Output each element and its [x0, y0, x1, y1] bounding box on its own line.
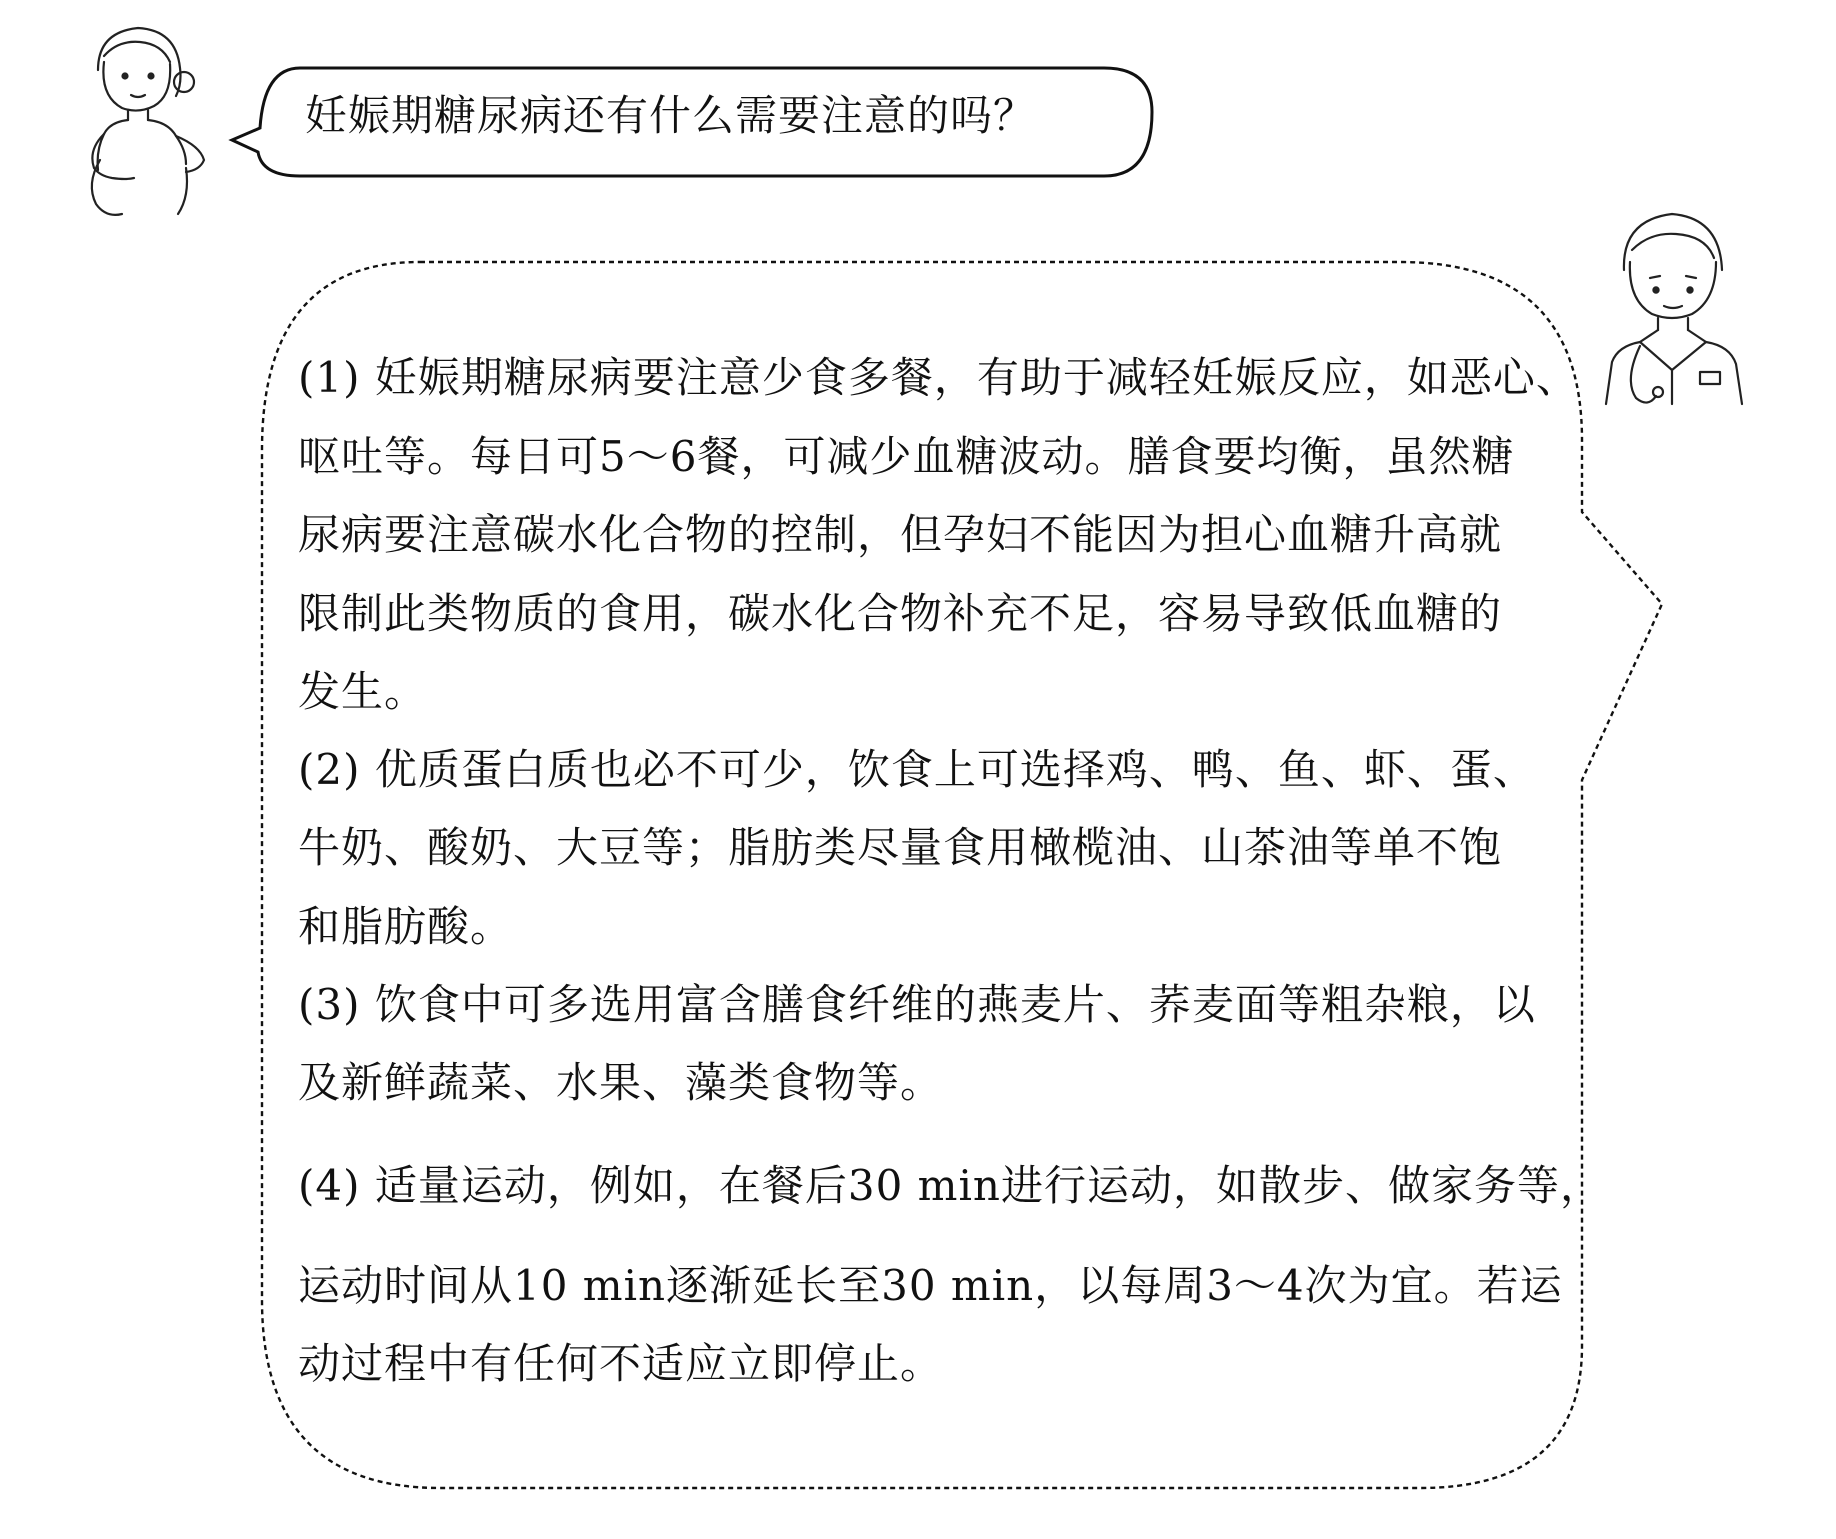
answer-line: 及新鲜蔬菜、水果、藻类食物等。 — [298, 1058, 944, 1107]
answer-line: (1) 妊娠期糖尿病要注意少食多餐，有助于减轻妊娠反应，如恶心、 — [298, 353, 1579, 402]
answer-line: 限制此类物质的食用，碳水化合物补充不足，容易导致低血糖的 — [298, 589, 1503, 638]
answer-line: 尿病要注意碳水化合物的控制，但孕妇不能因为担心血糖升高就 — [298, 510, 1503, 559]
answer-line: 动过程中有任何不适应立即停止。 — [298, 1339, 944, 1388]
doctor-icon — [1606, 214, 1742, 404]
answer-line: (4) 适量运动，例如，在餐后30 min进行运动，如散步、做家务等， — [298, 1161, 1603, 1210]
answer-line: 运动时间从10 min逐渐延长至30 min，以每周3～4次为宜。若运 — [298, 1261, 1563, 1310]
pregnant-woman-icon — [92, 28, 204, 215]
answer-line: 和脂肪酸。 — [298, 902, 514, 951]
answer-line: (3) 饮食中可多选用富含膳食纤维的燕麦片、荞麦面等粗杂粮，以 — [298, 980, 1536, 1029]
answer-line: (2) 优质蛋白质也必不可少，饮食上可选择鸡、鸭、鱼、虾、蛋、 — [298, 745, 1536, 794]
answer-line: 呕吐等。每日可5～6餐，可减少血糖波动。膳食要均衡，虽然糖 — [298, 432, 1515, 481]
answer-line: 牛奶、酸奶、大豆等；脂肪类尽量食用橄榄油、山茶油等单不饱 — [298, 823, 1503, 872]
question-text: 妊娠期糖尿病还有什么需要注意的吗？ — [305, 91, 1037, 140]
answer-line: 发生。 — [298, 667, 428, 716]
